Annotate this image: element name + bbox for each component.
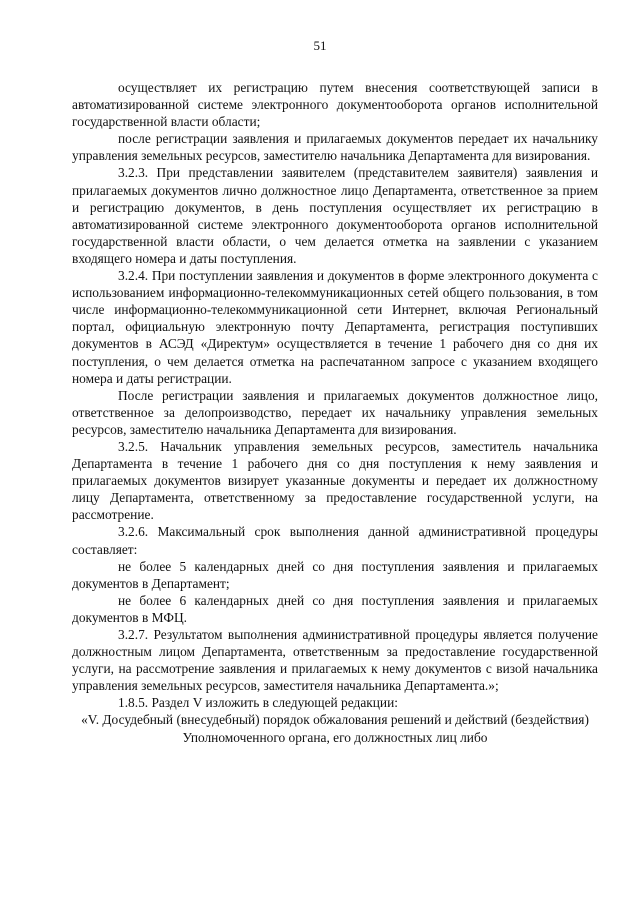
page-number: 51 [313, 38, 327, 53]
paragraph: «V. Досудебный (внесудебный) порядок обжалования решений и действий (бездействия) Уполномоченного органа, его должностных лиц либо [81, 712, 589, 745]
paragraph: не более 6 календарных дней со дня поступления заявления и прилагаемых документов в МФЦ. [72, 592, 598, 625]
paragraph: не более 5 календарных дней со дня поступления заявления и прилагаемых документов в Департамент; [72, 558, 598, 591]
paragraph: 3.2.5. Начальник управления земельных ресурсов, заместитель начальника Департамента в течение 1 рабочего дня со дня поступления к нему заявления и прилагаемых документов визирует указанные документы и передает их должностному лицу Департамента, ответственному за предоставление государственной услуги, на рассмотрение. [72, 438, 598, 523]
paragraph: 3.2.4. При поступлении заявления и документов в форме электронного документа с использованием информационно-телекоммуникационных сетей общего пользования, в том числе информационно-телекоммуникационной сети Интернет, включая Региональный портал, официальную электронную почту Департамента, регистрация поступивших документов в АСЭД «Директум» осуществляется в течение 1 рабочего дня со дня их поступления, о чем делается отметка на распечатанном запросе с указанием входящего номера и даты регистрации. [72, 268, 598, 386]
paragraph: 3.2.6. Максимальный срок выполнения данной административной процедуры составляет: [72, 524, 598, 557]
paragraph: После регистрации заявления и прилагаемых документов должностное лицо, ответственное за делопроизводство, передает их начальнику управления земельных ресурсов, заместителю начальника Департамента для визирования. [72, 387, 598, 437]
paragraph: после регистрации заявления и прилагаемых документов передает их начальнику управления земельных ресурсов, заместителю начальника Департамента для визирования. [72, 131, 598, 164]
paragraph: 3.2.3. При представлении заявителем (представителем заявителя) заявления и прилагаемых документов лично должностное лицо Департамента, ответственное за прием и регистрацию документов, в день поступления осуществляет их регистрацию в автоматизированной системе электронного документооборота органов исполнительной государственной власти области, о чем делается отметка на заявлении с указанием входящего номера и даты поступления. [72, 165, 598, 266]
paragraph: 1.8.5. Раздел V изложить в следующей редакции: [118, 695, 398, 711]
document-body [72, 79, 598, 746]
paragraph: осуществляет их регистрацию путем внесения соответствующей записи в автоматизированной системе электронного документооборота органов исполнительной государственной власти области; [72, 80, 598, 130]
paragraph: 3.2.7. Результатом выполнения административной процедуры является получение должностным лицом Департамента, ответственным за предоставление государственной услуги, на рассмотрение заявления и прилагаемых к нему документов с визой начальника управления земельных ресурсов, заместителя начальника Департамента.»; [72, 627, 598, 694]
